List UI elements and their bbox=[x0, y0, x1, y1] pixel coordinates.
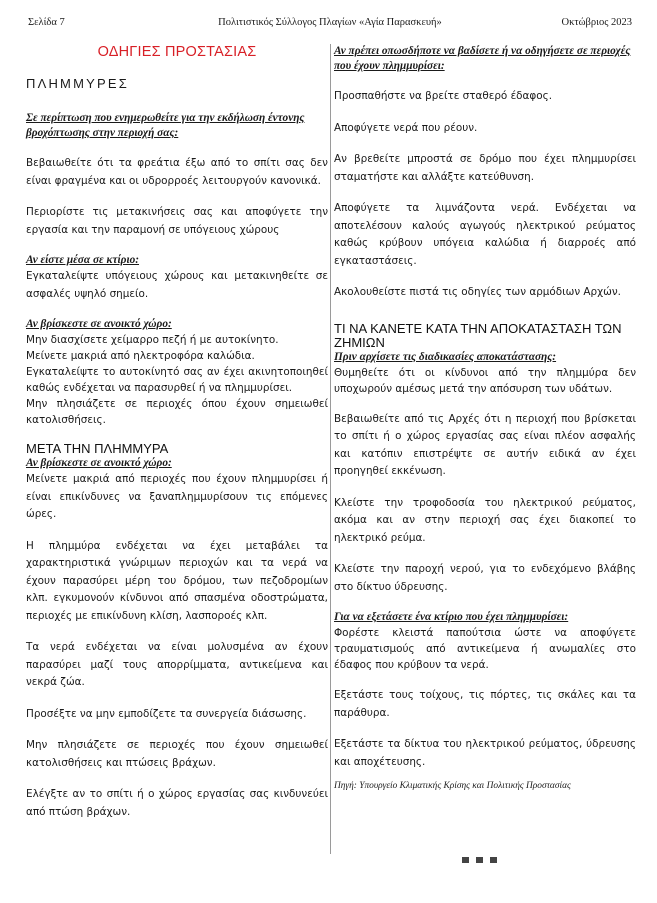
after-flood-tip: Μείνετε μακριά από περιοχές που έχουν πλημμυρίσει ή είναι επικίνδυνες να ξαναπλημμυρίσουν τις επόμενες ώρες. bbox=[26, 473, 328, 520]
restoration-subheading: Πριν αρχίσετε τις διαδικασίες αποκατάστασης: bbox=[334, 350, 557, 363]
after-flood-subheading: Αν βρίσκεστε σε ανοικτό χώρο: bbox=[26, 457, 172, 469]
storm-subheading: Σε περίπτωση που ενημερωθείτε για την εκδήλωση έντονης βροχόπτωσης στην περιοχή σας: bbox=[26, 112, 305, 139]
article-title: ΟΔΗΓΙΕΣ ΠΡΟΣΤΑΣΙΑΣ bbox=[97, 44, 257, 60]
outdoor-tip: Μην διασχίσετε χείμαρρο πεζή ή με αυτοκίνητο. bbox=[26, 334, 279, 346]
outdoor-subheading: Αν βρίσκεστε σε ανοικτό χώρο: bbox=[26, 318, 172, 330]
restoration-heading: ΤΙ ΝΑ ΚΑΝΕΤΕ ΚΑΤΑ ΤΗΝ ΑΠΟΚΑΤΑΣΤΑΣΗ ΤΩΝ ΖΗΜΙΩΝ bbox=[334, 320, 622, 350]
floods-heading: ΠΛΗΜΜΥΡΕΣ bbox=[26, 76, 129, 91]
left-column bbox=[26, 44, 328, 821]
walking-subheading: Αν πρέπει οπωσδήποτε να βαδίσετε ή να οδηγήσετε σε περιοχές που έχουν πλημμυρίσει: bbox=[334, 45, 631, 72]
inspection-subheading: Για να εξετάσετε ένα κτίριο που έχει πλημμυρίσει: bbox=[334, 611, 569, 623]
inspection-tip: Εξετάστε τα δίκτυα του ηλεκτρικού ρεύματος, ύδρευσης και αποχέτευσης. bbox=[334, 738, 636, 768]
right-column bbox=[334, 44, 636, 791]
restoration-tip: Κλείστε την τροφοδοσία του ηλεκτρικού ρεύματος, ακόμα και αν στην περιοχή σας έχει διακοπεί το ηλεκτρικό ρεύμα. bbox=[334, 496, 636, 544]
outdoor-tip: Μείνετε μακριά από ηλεκτροφόρα καλώδια. bbox=[26, 350, 255, 362]
restoration-tip: Κλείστε την παροχή νερού, για το ενδεχόμενο βλάβης στο δίκτυο ύδρευσης. bbox=[334, 563, 636, 593]
walking-tip: Ακολουθείστε πιστά τις οδηγίες των αρμόδιων Αρχών. bbox=[334, 286, 621, 298]
source-credit: Πηγή: Υπουργείο Κλιματικής Κρίσης και Πολιτικής Προστασίας bbox=[334, 781, 571, 791]
walking-tip: Αποφύγετε νερά που ρέουν. bbox=[334, 121, 478, 134]
after-flood-heading: ΜΕΤΑ ΤΗΝ ΠΛΗΜΜΥΡΑ bbox=[26, 441, 169, 456]
outdoor-tip: Εγκαταλείψτε το αυτοκίνητό σας αν έχει ακινητοποιηθεί καθώς ενδέχεται να παρασυρθεί ή να πλημμυρίσει. bbox=[26, 366, 328, 394]
page-number: Σελίδα 7 bbox=[28, 17, 65, 28]
after-flood-tip: Η πλημμύρα ενδέχεται να έχει μεταβάλει τα χαρακτηριστικά γνώριμων περιοχών και τα νερά να έχουν παρασύρει μέρη του δρόμου, των πεζοδρομίων κλπ. εγκυμονούν κίνδυνοι από σπασμένα οδοστρώματα, περιοχές με επικίνδυνη κλίση, λασπορoές κλπ. bbox=[26, 539, 328, 622]
inspection-tip: Εξετάστε τους τοίχους, τις πόρτες, τις σκάλες και τα παράθυρα. bbox=[334, 689, 636, 719]
publisher-name: Πολιτιστικός Σύλλογος Πλαγίων «Αγία Παρασκευή» bbox=[218, 17, 442, 28]
walking-tip: Αποφύγετε τα λιμνάζοντα νερά. Ενδέχεται να αποτελέσουν καλούς αγωγούς ηλεκτρικού ρεύματος καθώς κρύβουν υπόγεια καλώδια ή διαρροές από εγκαταστάσεις. bbox=[334, 202, 636, 267]
walking-tip: Προσπαθήστε να βρείτε σταθερό έδαφος. bbox=[334, 90, 553, 102]
column-divider bbox=[330, 44, 331, 854]
end-marks bbox=[462, 856, 504, 866]
storm-tip: Περιορίστε τις μετακινήσεις σας και αποφύγετε την εργασία και την παραμονή σε υπόγειους χώρους bbox=[26, 206, 328, 236]
page-header bbox=[28, 17, 632, 33]
inspection-tip: Φορέστε κλειστά παπούτσια ώστε να αποφύγετε τραυματισμούς από αντικείμενα ή ανωμαλίες στο έδαφος που κρύβουν τα νερά. bbox=[334, 627, 636, 671]
after-flood-tip: Προσέξτε να μην εμποδίζετε τα συνεργεία διάσωσης. bbox=[26, 707, 307, 720]
storm-tip: Βεβαιωθείτε ότι τα φρεάτια έξω από το σπίτι σας δεν είναι φραγμένα και οι υδρορροές λειτουργούν κανονικά. bbox=[26, 157, 328, 187]
indoor-subheading: Αν είστε μέσα σε κτίριο: bbox=[26, 254, 140, 266]
outdoor-tip: Μην πλησιάζετε σε περιοχές όπου έχουν σημειωθεί κατολισθήσεις. bbox=[26, 398, 328, 426]
after-flood-tip: Μην πλησιάζετε σε περιοχές που έχουν σημειωθεί κατολισθήσεις και πτώσεις βράχων. bbox=[26, 739, 328, 769]
restoration-tip: Θυμηθείτε ότι οι κίνδυνοι από την πλημμύρα δεν υποχωρούν αμέσως μετά την απόσυρση των υδάτων. bbox=[334, 366, 636, 395]
issue-date: Οκτώβριος 2023 bbox=[561, 17, 632, 28]
after-flood-tip: Τα νερά ενδέχεται να είναι μολυσμένα αν έχουν παρασύρει μαζί τους απορρίμματα, αντικείμενα και νεκρά ζώα. bbox=[26, 641, 328, 688]
restoration-tip: Βεβαιωθείτε από τις Αρχές ότι η περιοχή που βρίσκεται το σπίτι ή ο χώρος εργασίας σας είναι πλέον ασφαλής και κατόπιν επιστρέψτε σε αυτήν ειδικά αν έχει προηγηθεί εκκένωση. bbox=[334, 412, 636, 477]
indoor-tip: Εγκαταλείψτε υπόγειους χώρους και μετακινηθείτε σε ασφαλές υψηλό σημείο. bbox=[26, 270, 328, 300]
walking-tip: Αν βρεθείτε μπροστά σε δρόμο που έχει πλημμυρίσει σταματήστε και αλλάξτε κατεύθυνση. bbox=[334, 153, 636, 183]
after-flood-tip: Ελέγξτε αν το σπίτι ή ο χώρος εργασίας σας κινδυνεύει από πτώση βράχων. bbox=[26, 788, 328, 818]
